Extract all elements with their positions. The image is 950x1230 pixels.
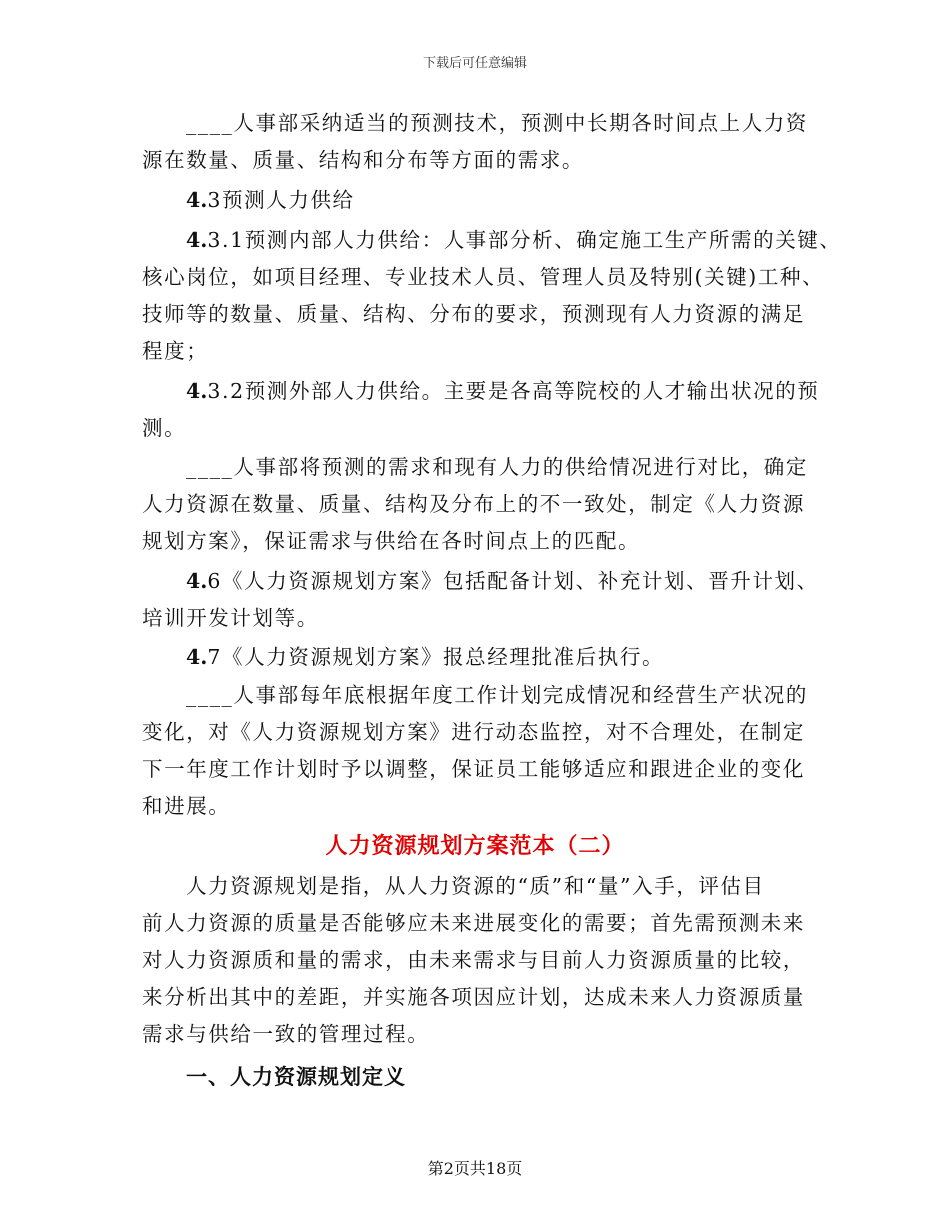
paragraph-line: 程度； [142, 339, 209, 363]
paragraph-line: 4.6《人力资源规划方案》包括配备计划、补充计划、晋升计划、 [186, 569, 819, 593]
paragraph-line: 人力资源在数量、质量、结构及分布上的不一致处，制定《人力资源 [142, 492, 805, 516]
paragraph-line: 测。 [142, 416, 187, 440]
paragraph-line: 对人力资源质和量的需求，由未来需求与目前人力资源质量的比较， [142, 948, 805, 972]
section-number: 4. [186, 228, 208, 252]
paragraph-line: 变化，对《人力资源规划方案》进行动态监控，对不合理处，在制定 [142, 720, 805, 744]
paragraph-line: 核心岗位，如项目经理、专业技术人员、管理人员及特别(关键)工种、 [142, 265, 825, 289]
paragraph-line: 培训开发计划等。 [142, 606, 319, 630]
paragraph-line: ____人事部将预测的需求和现有人力的供给情况进行对比，确定 [186, 455, 808, 479]
paragraph-line: 人力资源规划是指，从人力资源的“质”和“量”入手，评估目 [186, 874, 765, 898]
page-header: 下载后可任意编辑 [422, 56, 527, 71]
paragraph-line: 和进展。 [142, 794, 231, 818]
paragraph-line: ____人事部采纳适当的预测技术，预测中长期各时间点上人力资 [186, 111, 808, 135]
page-footer: 第2页共18页 [427, 1159, 523, 1178]
paragraph-line: 规划方案》，保证需求与供给在各时间点上的匹配。 [142, 529, 641, 553]
paragraph-line: 前人力资源的质量是否能够应未来进展变化的需要；首先需预测未来 [142, 911, 805, 935]
section-number: 4. [186, 188, 208, 212]
subheading: 一、人力资源规划定义 [186, 1064, 406, 1089]
paragraph-line: 来分析出其中的差距，并实施各项因应计划，达成未来人力资源质量 [142, 985, 805, 1009]
paragraph-line: 4.3.2预测外部人力供给。主要是各高等院校的人才输出状况的预 [186, 379, 820, 403]
paragraph-line: ____人事部每年底根据年度工作计划完成情况和经营生产状况的 [186, 683, 808, 707]
paragraph-line: 4.3预测人力供给 [186, 188, 355, 212]
paragraph-line: 4.7《人力资源规划方案》报总经理批准后执行。 [186, 645, 665, 669]
paragraph-line: 需求与供给一致的管理过程。 [142, 1022, 430, 1046]
paragraph-line: 下一年度工作计划时予以调整，保证员工能够适应和跟进企业的变化 [142, 757, 805, 781]
section-number: 4. [186, 569, 208, 593]
section-number: 4. [186, 379, 208, 403]
section-title: 人力资源规划方案范本（二） [325, 833, 625, 859]
paragraph-line: 4.3.1预测内部人力供给：人事部分析、确定施工生产所需的关键、 [186, 228, 842, 252]
section-number: 4. [186, 645, 208, 669]
paragraph-line: 源在数量、质量、结构和分布等方面的需求。 [142, 148, 584, 172]
paragraph-line: 技师等的数量、质量、结构、分布的要求，预测现有人力资源的满足 [142, 302, 805, 326]
